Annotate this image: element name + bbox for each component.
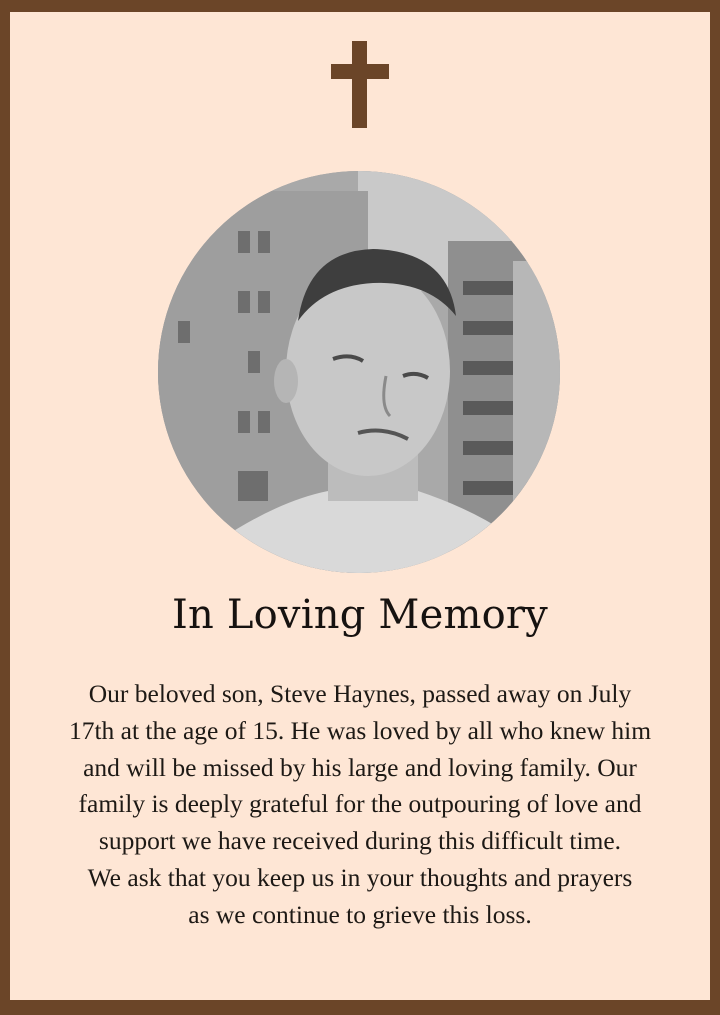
memorial-title: In Loving Memory: [172, 592, 548, 638]
message-line: family is deeply grateful for the outpouring of love and: [78, 789, 642, 819]
message-line: We ask that you keep us in your thoughts and prayers: [87, 862, 633, 892]
message-line: and will be missed by his large and loving family. Our: [83, 752, 637, 782]
cross-icon: [331, 41, 389, 128]
message-line: Our beloved son, Steve Haynes, passed away on July: [88, 679, 632, 708]
message-line: as we continue to grieve this loss.: [188, 899, 532, 929]
message-line: support we have received during this difficult time.: [98, 826, 622, 856]
message-line: 17th at the age of 15. He was loved by all who knew him: [68, 715, 652, 745]
memorial-portrait-photo: [158, 171, 560, 573]
memorial-message: [30, 676, 690, 934]
